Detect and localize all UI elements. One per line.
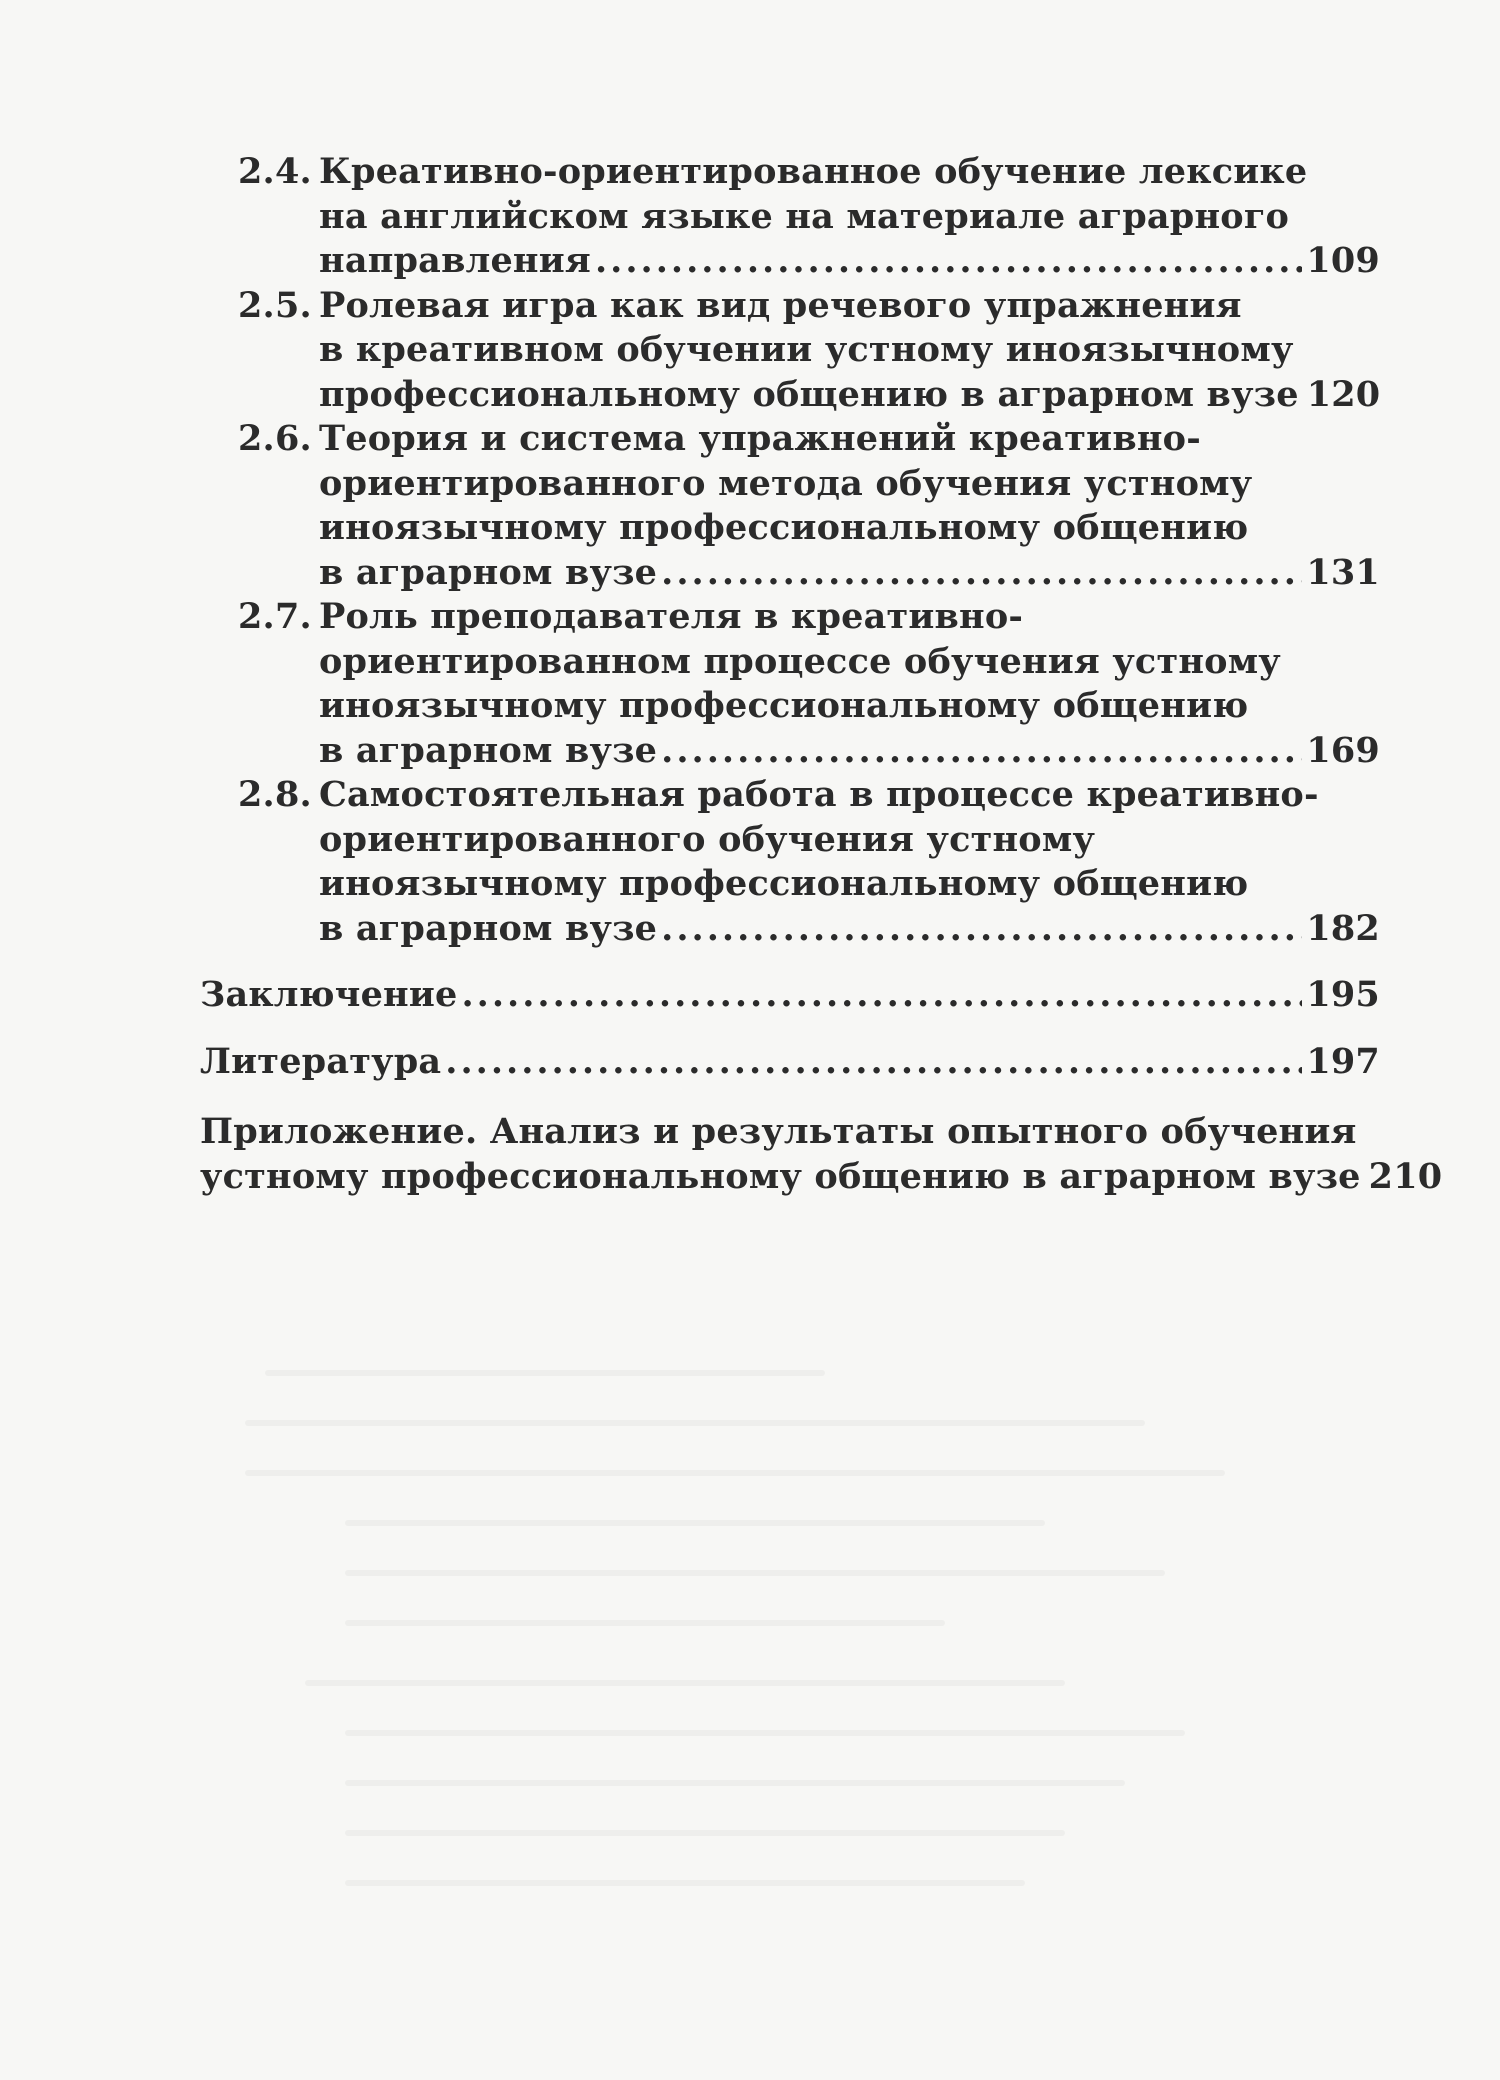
ghost-line — [245, 1470, 1225, 1476]
section-number: 2.7. — [238, 596, 312, 637]
ghost-line — [345, 1730, 1185, 1736]
dot-leader — [661, 907, 1302, 952]
dot-leader — [661, 729, 1302, 774]
table-of-contents — [200, 150, 1443, 1199]
entry-last-line — [238, 239, 1380, 284]
entry-title-line: иноязычному профессиональному общению — [319, 685, 1249, 726]
entry-title: Заключение — [200, 974, 458, 1015]
entry-title-line: ориентированного метода обучения устному — [319, 462, 1253, 504]
toc-entry-2-8[interactable] — [200, 773, 1380, 951]
entry-last-line — [200, 1155, 1443, 1200]
toc-entry-2-7[interactable] — [200, 595, 1380, 773]
show-through-background — [225, 1360, 1375, 1980]
entry-title-line: направления — [319, 240, 591, 281]
entry-title-line: Роль преподавателя в креативно- — [319, 596, 1024, 637]
entry-title-line: профессиональному общению в аграрном вузе — [319, 373, 1299, 415]
entry-title-line: в аграрном вузе — [319, 907, 658, 949]
entry-title-line: на английском языке на материале аграрного — [319, 195, 1290, 237]
ghost-line — [345, 1570, 1165, 1576]
page-number: 195 — [1306, 974, 1380, 1015]
ghost-line — [265, 1370, 825, 1376]
entry-title-line: устному профессиональному общению в аграрном вузе — [200, 1155, 1361, 1197]
entry-title-line: Самостоятельная работа в процессе креативно- — [319, 774, 1319, 815]
toc-entry-appendix[interactable] — [200, 1110, 1443, 1199]
entry-last-line — [238, 907, 1380, 952]
page-number: 120 — [1306, 373, 1381, 415]
entry-title-line: в аграрном вузе — [319, 729, 658, 771]
section-number: 2.6. — [238, 418, 312, 459]
entry-last-line — [200, 1040, 1380, 1085]
page-number: 169 — [1306, 729, 1380, 771]
section-number: 2.4. — [238, 151, 312, 192]
ghost-line — [345, 1880, 1025, 1886]
entry-title-line: Анализ и результаты опытного обучения — [477, 1111, 1357, 1152]
ghost-line — [345, 1830, 1065, 1836]
dot-leader — [661, 551, 1302, 596]
entry-last-line — [200, 973, 1380, 1018]
entry-title-line: иноязычному профессиональному общению — [319, 507, 1249, 548]
ghost-line — [345, 1620, 945, 1626]
page-number: 109 — [1306, 240, 1380, 281]
entry-title-line: ориентированном процессе обучения устному — [319, 640, 1281, 682]
page-number: 197 — [1306, 1040, 1380, 1082]
page-number: 182 — [1306, 907, 1380, 949]
entry-title: Литература — [200, 1040, 442, 1082]
toc-entry-literature[interactable] — [200, 1040, 1380, 1085]
toc-entry-conclusion[interactable] — [200, 973, 1380, 1018]
ghost-line — [305, 1680, 1065, 1686]
toc-entry-2-6[interactable] — [200, 417, 1380, 595]
section-number: 2.5. — [238, 284, 312, 326]
entry-title-line: ориентированного обучения устному — [319, 818, 1096, 860]
page-number: 210 — [1368, 1155, 1443, 1197]
section-number: 2.8. — [238, 774, 312, 815]
ghost-line — [245, 1420, 1145, 1426]
entry-last-line — [238, 373, 1380, 418]
toc-entry-2-5[interactable] — [200, 284, 1380, 418]
dot-leader — [462, 973, 1303, 1018]
entry-title-line: в креативном обучении устному иноязычному — [319, 329, 1294, 370]
ghost-line — [345, 1520, 1045, 1526]
appendix-label: Приложение. — [200, 1111, 478, 1152]
entry-last-line — [238, 551, 1380, 596]
toc-entry-2-4[interactable] — [200, 150, 1380, 284]
entry-title-line: Креативно-ориентированное обучение лексике — [319, 151, 1308, 192]
entry-last-line — [238, 729, 1380, 774]
entry-title-line: Ролевая игра как вид речевого упражнения — [319, 284, 1242, 326]
dot-leader — [445, 1040, 1302, 1085]
entry-title-line: Теория и система упражнений креативно- — [319, 418, 1201, 459]
dot-leader — [595, 239, 1302, 284]
entry-title-line: в аграрном вузе — [319, 551, 658, 593]
ghost-line — [345, 1780, 1125, 1786]
page-number: 131 — [1306, 551, 1380, 593]
entry-title-line: иноязычному профессиональному общению — [319, 863, 1249, 904]
